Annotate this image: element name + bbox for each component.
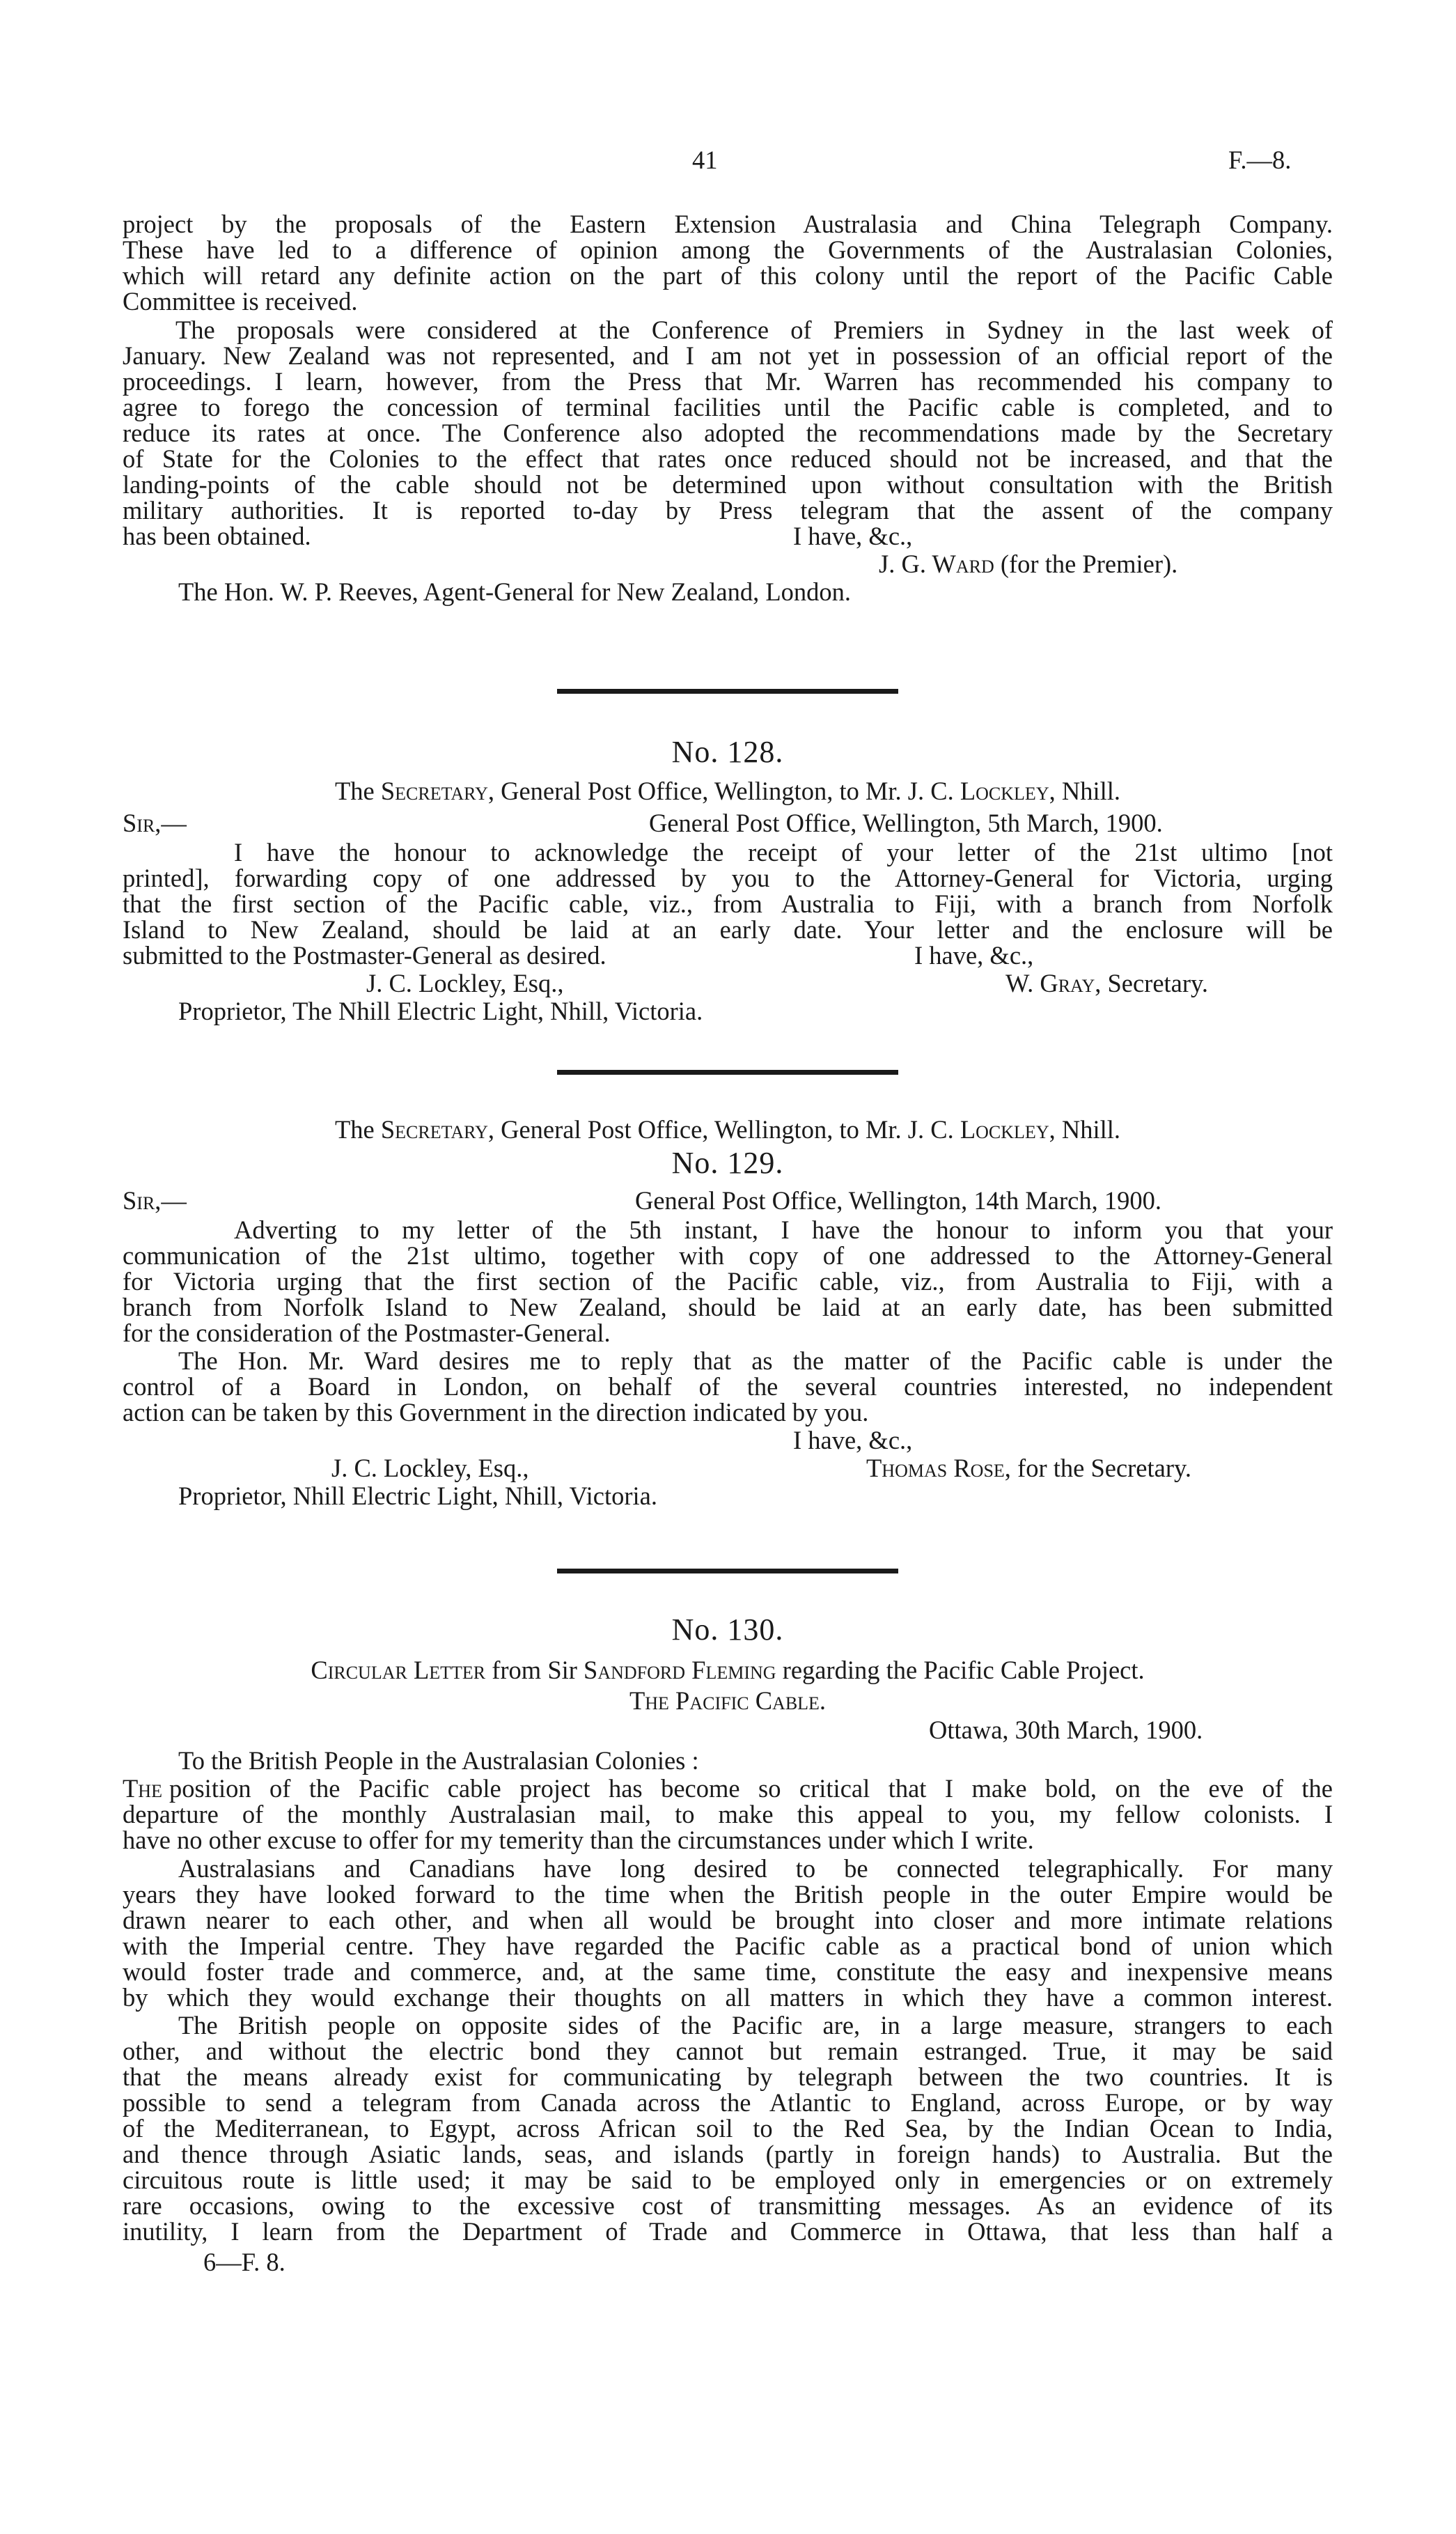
letter-129-p1-line: for the consideration of the Postmaster-General. [123,1319,611,1347]
from-end: , Nhill. [1049,777,1121,805]
letter-130-p2-line: with the Imperial centre. They have regarded the Pacific cable as a practical bond of union which [123,1931,1333,1960]
letter-130-place-date: Ottawa, 30th March, 1900. [929,1716,1203,1744]
intro-addressee: The Hon. W. P. Reeves, Agent-General for New Zealand, London. [178,577,851,606]
letter-130-p3-line: inutility, I learn from the Department of Trade and Commerce in Ottawa, that less than half a [123,2217,1333,2246]
letter-128-closing: I have, &c., [914,941,1034,970]
letter-128-body-line: printed], forwarding copy of one addressed by you to the Attorney-General for Victoria, urging [123,864,1333,892]
first-line-text: position of the Pacific cable project has become so critical that I make bold, on the eve of the [169,1774,1333,1803]
intro-p2-line: agree to forego the concession of terminal facilities until the Pacific cable is completed, and to [123,393,1333,421]
intro-p2-line: military authorities. It is reported to-day by Press telegram that the assent of the company [123,496,1333,524]
from-title: Secretary [380,777,488,805]
intro-p2-line: The proposals were considered at the Conference of Premiers in Sydney in the last week of [175,316,1333,344]
letter-128-body-line: I have the honour to acknowledge the receipt of your letter of the 21st ultimo [not [234,838,1333,866]
letter-130-p2-line: drawn nearer to each other, and when all would be brought into closer and more intimate relations [123,1906,1333,1934]
letter-130-p3-line: other, and without the electric bond they cannot but remain estranged. True, it may be said [123,2037,1333,2065]
letter-130-subtitle [123,1658,1333,1684]
from-lead: The [334,777,375,805]
intro-p1-line: These have led to a difference of opinion among the Governments of the Australasian Colonies, [123,235,1333,264]
intro-p1-line: project by the proposals of the Eastern Extension Australasia and China Telegraph Company. [123,210,1333,238]
letter-129-addressee-detail: Proprietor, Nhill Electric Light, Nhill, Victoria. [178,1482,658,1510]
from-title: Secretary [380,1115,488,1144]
letter-129-p2-line: action can be taken by this Government in the direction indicated by you. [123,1398,869,1427]
from-mid: , General Post Office, Wellington, to Mr. J. C. [487,1115,954,1144]
document-reference: F.—8. [1228,146,1292,174]
letter-129-addressee-name: J. C. Lockley, Esq., [331,1454,529,1482]
letter-128-last-line: submitted to the Postmaster-General as desired. [123,941,606,970]
from-lead: The [334,1115,375,1144]
intro-signature-name: J. G. Ward [879,550,994,578]
intro-signature [879,552,1177,577]
from-mid: , General Post Office, Wellington, to Mr. J. C. [487,777,954,805]
signature-role: , Secretary. [1095,969,1209,997]
letter-129-closing: I have, &c., [793,1426,913,1454]
letter-130-p3-line: possible to send a telegram from Canada across the Atlantic to England, across Europe, or by way [123,2088,1333,2117]
letter-130-p3-line: that the means already exist for communicating by telegraph between the two countries. It is [123,2062,1333,2091]
letter-129-p1-line: for Victoria urging that the first section of the Pacific cable, viz., from Australia to Fiji, with a [123,1267,1333,1296]
letter-129-p1-line: Adverting to my letter of the 5th instant, I have the honour to inform you that your [234,1215,1333,1244]
intro-p2-line: proceedings. I learn, however, from the Press that Mr. Warren has recommended his company to [123,367,1333,396]
letter-130-p1-line: have no other excuse to offer for my temerity than the circumstances under which I write. [123,1826,1034,1854]
letter-129-p2-line: The Hon. Mr. Ward desires me to reply that as the matter of the Pacific cable is under the [178,1346,1333,1375]
from-name: Lockley [960,1115,1049,1144]
signature-role: , for the Secretary. [1004,1454,1192,1482]
letter-130-p1-first-line [123,1776,1333,1802]
letter-128-addressee-name: J. C. Lockley, Esq., [366,969,564,997]
intro-p2-line: January. New Zealand was not represented, and I am not yet in possession of an official report of the [123,341,1333,370]
letter-130-p1-line: departure of the monthly Australasian mail, to make this appeal to you, my fellow colonists. I [123,1800,1333,1828]
letter-128-signature [1005,971,1208,997]
letter-128-addressee-detail: Proprietor, The Nhill Electric Light, Nhill, Victoria. [178,997,703,1025]
from-end: , Nhill. [1049,1115,1121,1144]
letter-129-place-date: General Post Office, Wellington, 14th March, 1900. [635,1186,1161,1215]
signature-name: W. Gray [1005,969,1095,997]
letter-130-p2-line: would foster trade and commerce, and, at the same time, constitute the easy and inexpensive means [123,1957,1333,1986]
intro-closing: I have, &c., [793,522,913,550]
intro-p2-line: of State for the Colonies to the effect that rates once reduced should not be increased, and that the [123,444,1333,473]
section-divider [557,1569,898,1573]
letter-128-title: No. 128. [671,735,784,769]
section-divider [557,689,898,694]
letter-128-from [123,779,1333,804]
subtitle-c: Sandford Fleming [584,1656,776,1684]
letter-130-section: The Pacific Cable. [629,1686,827,1715]
letter-129-p2-line: control of a Board in London, on behalf of the several countries interested, no independent [123,1372,1333,1401]
subtitle-d: regarding the Pacific Cable Project. [782,1656,1145,1684]
intro-p2-line: landing-points of the cable should not be determined upon without consultation with the British [123,470,1333,499]
letter-130-p3-line: circuitous route is little used; it may be said to be employed only in emergencies or on extremely [123,2166,1333,2194]
letter-128-body-line: Island to New Zealand, should be laid at an early date. Your letter and the enclosure will be [123,915,1333,944]
letter-129-p1-line: communication of the 21st ultimo, together with copy of one addressed to the Attorney-General [123,1241,1333,1270]
letter-130-p3-line: rare occasions, owing to the excessive cost of transmitting messages. As an evidence of its [123,2191,1333,2220]
section-divider [557,1070,898,1075]
letter-130-p2-line: years they have looked forward to the time when the British people in the outer Empire would be [123,1880,1333,1909]
letter-128-place-date: General Post Office, Wellington, 5th March, 1900. [649,809,1163,837]
letter-129-salutation: Sir,— [123,1186,187,1215]
letter-130-title: No. 130. [671,1612,784,1647]
letter-128-body-line: that the first section of the Pacific cable, viz., from Australia to Fiji, with a branch from Norfolk [123,889,1333,918]
intro-p2-line: reduce its rates at once. The Conference also adopted the recommendations made by the Secretary [123,419,1333,447]
letter-130-p2-line: Australasians and Canadians have long desired to be connected telegraphically. For many [178,1854,1333,1883]
letter-129-title: No. 129. [671,1146,784,1180]
intro-p1-line: Committee is received. [123,287,358,316]
letter-130-salutation: To the British People in the Australasian Colonies : [178,1746,699,1775]
lead-word: The [123,1774,162,1803]
letter-130-p3-line: of the Mediterranean, to Egypt, across African soil to the Red Sea, by the Indian Ocean to India, [123,2114,1333,2143]
letter-129-from [123,1117,1333,1143]
page-number: 41 [692,146,718,174]
subtitle-a: Circular Letter [311,1656,486,1684]
letter-128-salutation: Sir,— [123,809,187,837]
subtitle-b: from Sir [492,1656,577,1684]
intro-signature-role: (for the Premier). [1000,550,1178,578]
printer-signature: 6—F. 8. [203,2248,285,2276]
letter-129-p1-line: branch from Norfolk Island to New Zealand, should be laid at an early date, has been submitted [123,1293,1333,1321]
intro-last-line: has been obtained. [123,522,311,550]
intro-p1-line: which will retard any definite action on the part of this colony until the report of the Pacific Cable [123,261,1333,290]
letter-130-p2-line: by which they would exchange their thoughts on all matters in which they have a common interest. [123,1983,1333,2012]
from-name: Lockley [960,777,1049,805]
signature-name: Thomas Rose [866,1454,1005,1482]
letter-130-p3-line: and thence through Asiatic lands, seas, and islands (partly in foreign hands) to Australia. But the [123,2140,1333,2168]
letter-129-signature [866,1456,1191,1482]
letter-130-p3-line: The British people on opposite sides of the Pacific are, in a large measure, strangers to each [178,2011,1333,2039]
